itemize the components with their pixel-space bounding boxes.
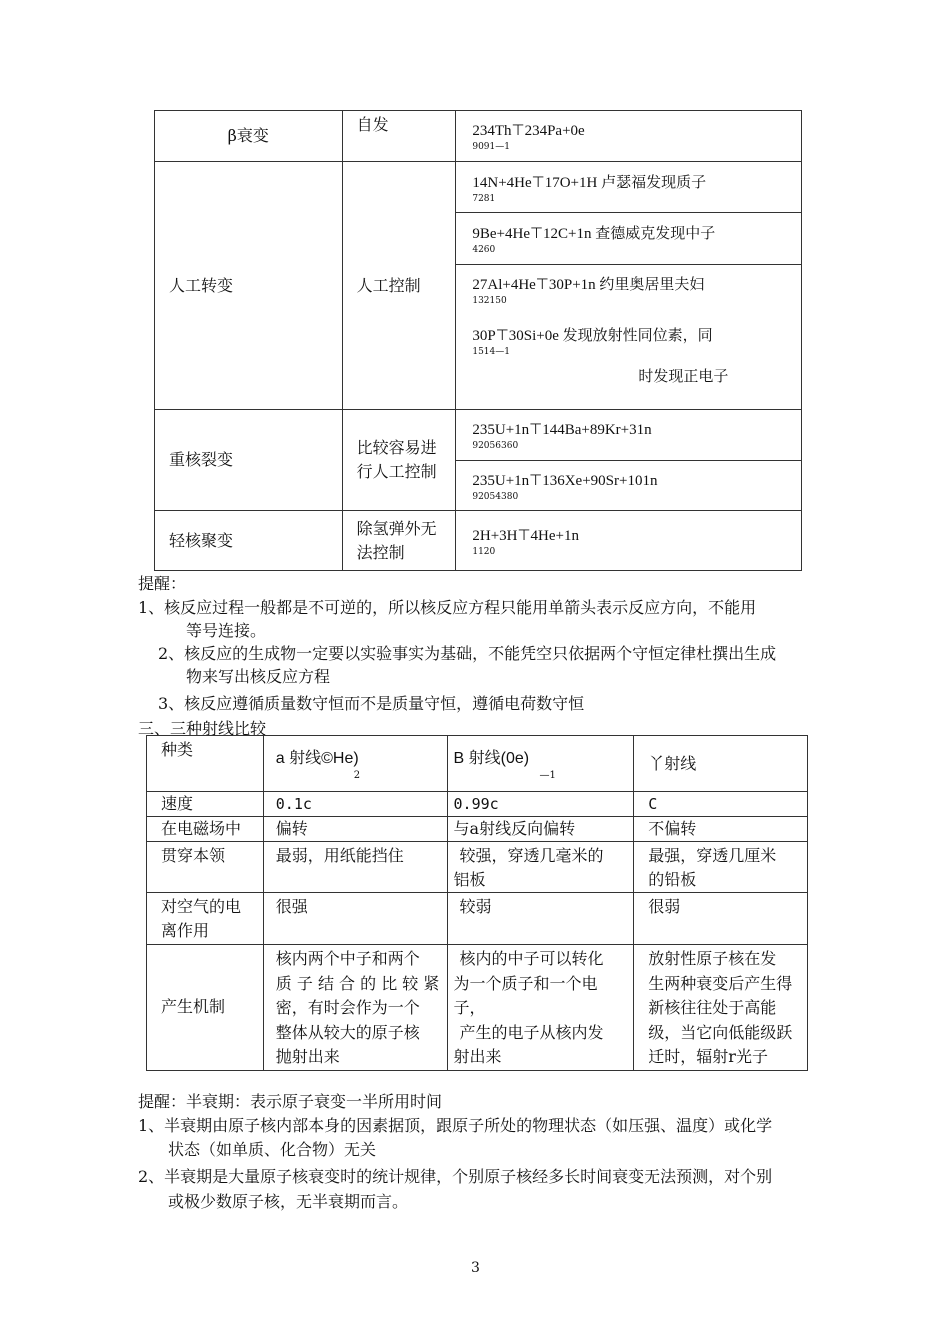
page-number: 3	[471, 1260, 480, 1276]
row-ionization-label: 对空气的电 离作用	[147, 893, 264, 945]
alpha-mechanism: 核内两个中子和两个 质 子 结 合 的 比 较 紧 密，有时会作为一个 整体从较大的原子核 抛射出来	[263, 945, 447, 1071]
artificial-transmutation-condition: 人工控制	[342, 162, 456, 410]
radiation-comparison-table	[146, 735, 808, 1071]
beta-field: 与a射线反向偏转	[447, 817, 634, 842]
beta-speed: 0.99c	[447, 792, 634, 817]
row-speed-label: 速度	[147, 792, 264, 817]
alpha-ionization: 很强	[263, 893, 447, 945]
proton-discovery-equation: 14N+4He⊤17O+1H 卢瑟福发现质子 7281	[456, 162, 802, 213]
row-mechanism-label: 产生机制	[147, 945, 264, 1071]
light-fusion-condition: 除氢弹外无 法控制	[342, 511, 456, 571]
note-1: 1、核反应过程一般都是不可逆的，所以核反应方程只能用单箭头表示反应方向，不能用	[138, 598, 757, 617]
section-title: 三、三种射线比较	[138, 719, 267, 738]
note-2: 2、核反应的生成物一定要以实验事实为基础，不能凭空只依据两个守恒定律杜撰出生成	[158, 644, 777, 663]
header-beta: B 射线(0e) —1	[447, 736, 634, 792]
gamma-mechanism: 放射性原子核在发 生两种衰变后产生得 新核往往处于高能 级，当它向低能级跃 迁时，辐射r光子	[634, 945, 808, 1071]
half-life-note-2: 2、半衰期是大量原子核衰变时的统计规律，个别原子核经多长时间衰变无法预测，对个别	[138, 1167, 773, 1186]
fission-equation-1: 235U+1n⊤144Ba+89Kr+31n 92056360	[456, 410, 802, 461]
heavy-fission-label: 重核裂变	[155, 410, 343, 511]
half-life-note-1-cont: 状态（如单质、化合物）无关	[168, 1140, 377, 1159]
artificial-transmutation-label: 人工转变	[155, 162, 343, 410]
gamma-ionization: 很弱	[634, 893, 808, 945]
header-gamma: 丫射线	[634, 736, 808, 792]
alpha-speed: 0.1c	[263, 792, 447, 817]
gamma-field: 不偏转	[634, 817, 808, 842]
note-2-cont: 物来写出核反应方程	[186, 667, 331, 686]
beta-mechanism: 核内的中子可以转化 为一个质子和一个电 子， 产生的电子从核内发 射出来	[447, 945, 634, 1071]
beta-decay-equation: 234Th⊤234Pa+0e 9091—1	[456, 111, 802, 162]
note-3: 3、核反应遵循质量数守恒而不是质量守恒，遵循电荷数守恒	[158, 694, 585, 713]
light-fusion-label: 轻核聚变	[155, 511, 343, 571]
header-alpha: a 射线©He) 2	[263, 736, 447, 792]
row-penetration-label: 贯穿本领	[147, 842, 264, 893]
alpha-penetration: 最弱，用纸能挡住	[263, 842, 447, 893]
half-life-note-1: 1、半衰期由原子核内部本身的因素据顶，跟原子所处的物理状态（如压强、温度）或化学	[138, 1116, 773, 1135]
neutron-discovery-equation: 9Be+4He⊤12C+1n 查德威克发现中子 4260	[456, 213, 802, 265]
beta-ionization: 较弱	[447, 893, 634, 945]
note-1-cont: 等号连接。	[186, 621, 267, 640]
isotope-discovery-equations: 27Al+4He⊤30P+1n 约里奥居里夫妇 132150 30P⊤30Si+0e 发现放射性同位素，同 1514—1 时发现正电子	[456, 265, 802, 410]
fusion-equation: 2H+3H⊤4He+1n 1120	[456, 511, 802, 571]
half-life-title: 提醒：半衰期：表示原子衰变一半所用时间	[138, 1092, 443, 1111]
nuclear-reaction-table	[154, 110, 802, 571]
half-life-note-2-cont: 或极少数原子核，无半衰期而言。	[168, 1192, 409, 1211]
heavy-fission-condition: 比较容易进 行人工控制	[342, 410, 456, 511]
alpha-field: 偏转	[263, 817, 447, 842]
gamma-penetration: 最强，穿透几厘米 的铅板	[634, 842, 808, 893]
beta-penetration: 较强，穿透几毫米的 铝板	[447, 842, 634, 893]
header-type: 种类	[147, 736, 264, 792]
fission-equation-2: 235U+1n⊤136Xe+90Sr+101n 92054380	[456, 461, 802, 511]
beta-decay-label: β衰变	[155, 111, 343, 162]
notes-title: 提醒：	[138, 574, 187, 593]
beta-decay-condition: 自发	[342, 111, 456, 162]
gamma-speed: C	[634, 792, 808, 817]
row-field-label: 在电磁场中	[147, 817, 264, 842]
